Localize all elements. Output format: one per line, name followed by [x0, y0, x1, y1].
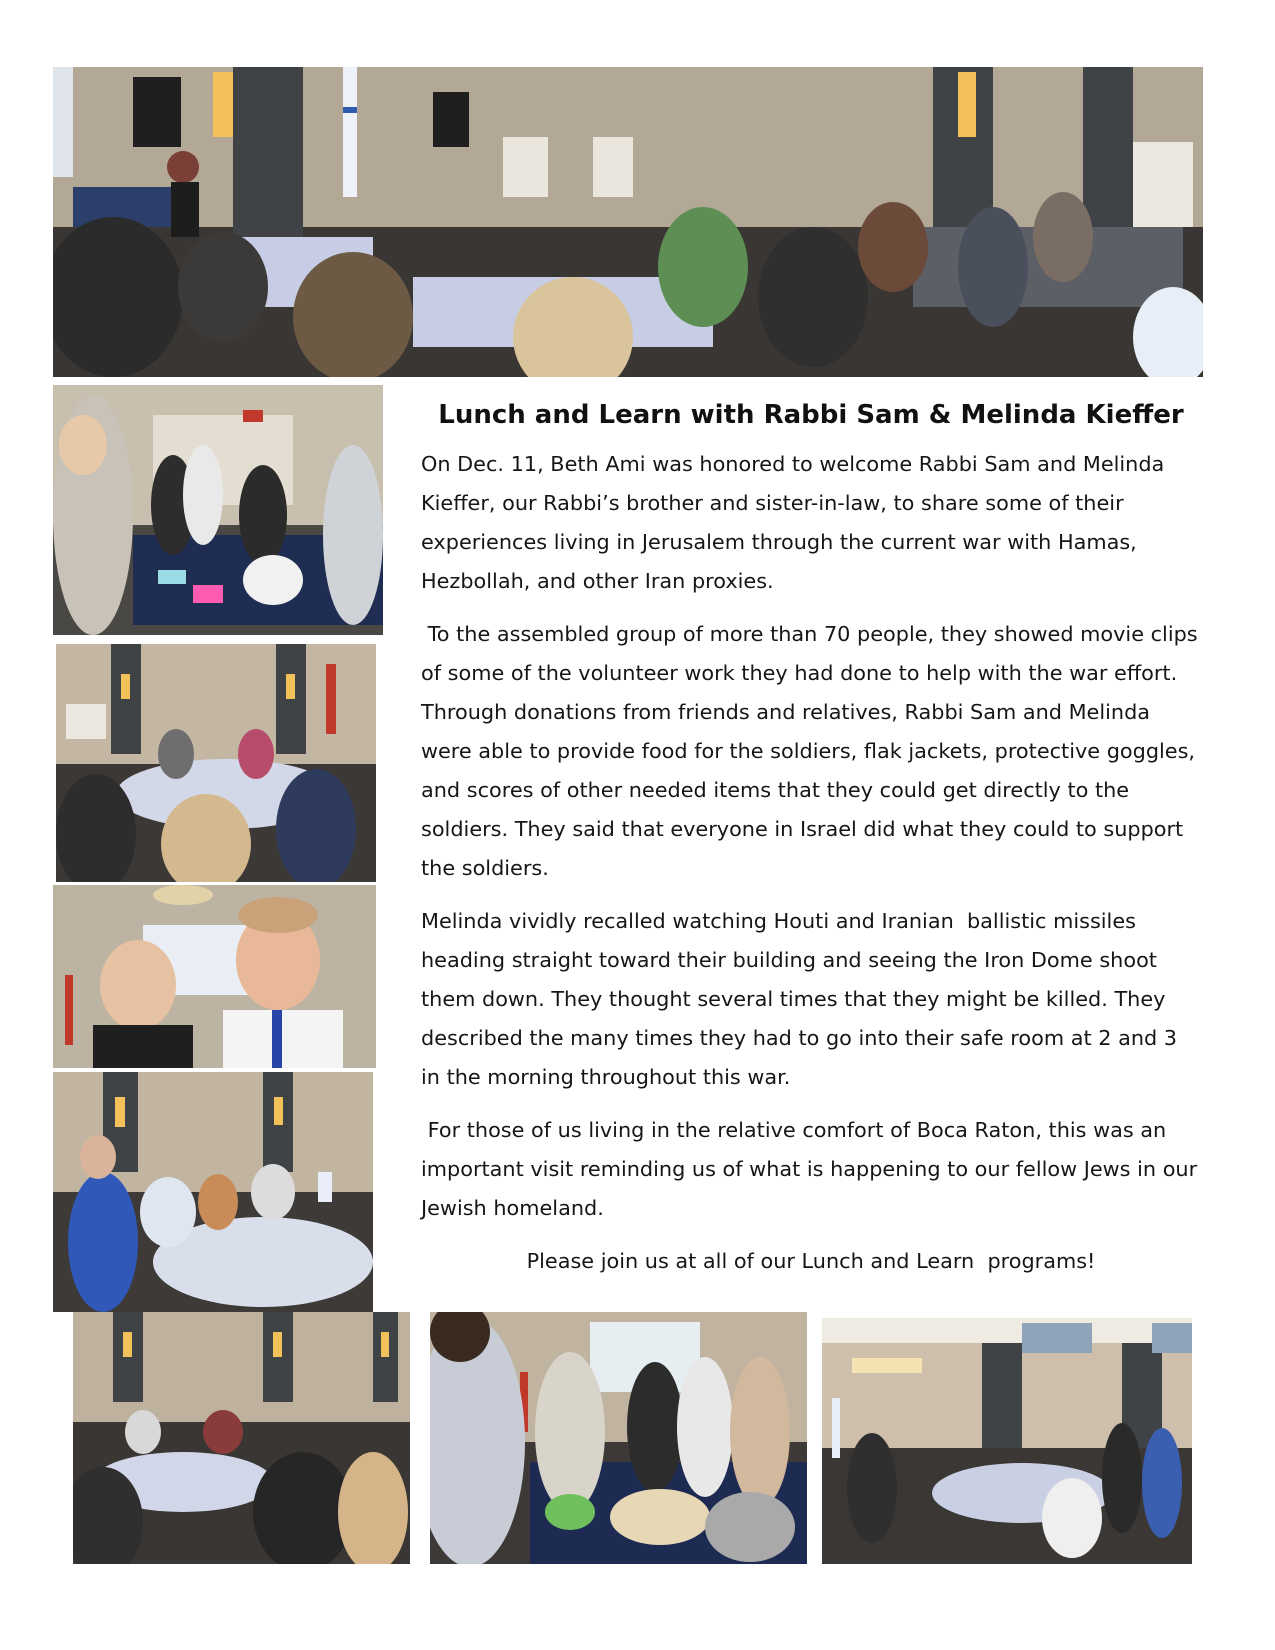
article-title: Lunch and Learn with Rabbi Sam & Melinda Kieffer [438, 400, 1184, 430]
left-photo-buffet-line [53, 385, 383, 635]
article-paragraph: For those of us living in the relative comfort of Boca Raton, this was an important visit reminding us of what is happening to our fellow Jews in our Jewish homeland. [421, 1118, 1204, 1220]
article-paragraph: Melinda vividly recalled watching Houti and Iranian ballistic missiles heading straight toward their building and seeing the Iron Dome shoot them down. They thought several times that they might be killed. They described the many times they had to go into their safe room at 2 and 3 in the morning throughout this war. [421, 909, 1184, 1089]
closing-invitation: Please join us at all of our Lunch and Learn programs! [526, 1249, 1096, 1273]
top-banner-photo-scene [53, 67, 1203, 377]
left-photo-dining-tables-scene [56, 644, 376, 882]
bottom-photo-hall-wide [822, 1318, 1192, 1564]
article-paragraph: On Dec. 11, Beth Ami was honored to welcome Rabbi Sam and Melinda Kieffer, our Rabbi’s brother and sister-in-law, to share some of their experiences living in Jerusalem through the current war with Hamas, Hezbollah, and other Iran proxies. [421, 452, 1165, 593]
bottom-photo-full-room [73, 1312, 410, 1564]
left-photo-table-conversation-scene [53, 1072, 373, 1312]
left-photo-buffet-line-scene [53, 385, 383, 635]
article [421, 395, 1205, 1281]
article-paragraph: To the assembled group of more than 70 people, they showed movie clips of some of the volunteer work they had done to help with the war effort. Through donations from friends and relatives, Rabbi Sam and Melinda were able to provide food for the soldiers, flak jackets, protective goggles, and scores of other needed items that they could get directly to the soldiers. They said that everyone in Israel did what they could to support the soldiers. [421, 622, 1205, 880]
bottom-photo-full-room-scene [73, 1312, 410, 1564]
bottom-photo-buffet-serving-scene [430, 1312, 807, 1564]
left-photo-dining-tables [56, 644, 376, 882]
left-photo-two-men-portrait [53, 885, 376, 1068]
left-photo-table-conversation [53, 1072, 373, 1312]
bottom-photo-buffet-serving [430, 1312, 807, 1564]
bottom-photo-hall-wide-scene [822, 1318, 1192, 1564]
left-photo-two-men-portrait-scene [53, 885, 376, 1068]
top-banner-photo [53, 67, 1203, 377]
